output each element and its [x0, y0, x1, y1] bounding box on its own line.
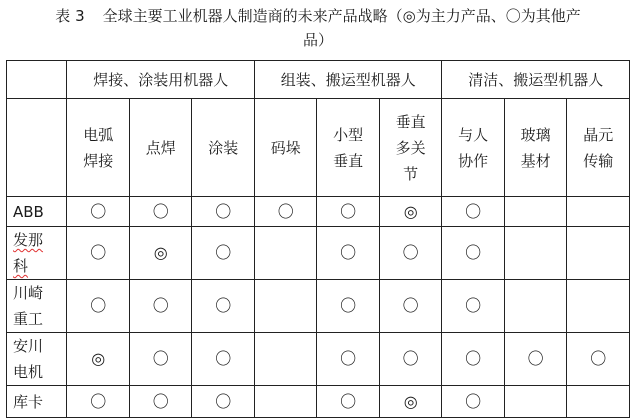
- table-cell: 〇: [442, 197, 504, 227]
- table-cell: 〇: [67, 280, 129, 333]
- col-header-arc-welding: 电弧 焊接: [67, 99, 129, 197]
- table-cell: 〇: [67, 227, 129, 280]
- corner-cell-2: [7, 99, 67, 197]
- table-cell: 〇: [317, 197, 379, 227]
- group-header-assembly: 组装、搬运型机器人: [254, 61, 441, 99]
- row-header-kawasaki: 川崎 重工: [7, 280, 67, 333]
- column-header-row: [7, 99, 630, 197]
- group-header-welding: 焊接、涂装用机器人: [67, 61, 254, 99]
- table-cell: 〇: [317, 333, 379, 386]
- table-cell: 〇: [442, 333, 504, 386]
- table-cell: [254, 386, 316, 418]
- table-cell: 〇: [192, 333, 255, 386]
- table-cell: 〇: [129, 197, 191, 227]
- table-cell: ◎: [129, 227, 191, 280]
- col-header-glass-substrate: 玻璃 基材: [504, 99, 566, 197]
- row-header-abb: ABB: [7, 197, 67, 227]
- caption-text-line2: 品）: [302, 31, 333, 49]
- col-header-small-vertical: 小型 垂直: [317, 99, 379, 197]
- table-cell: 〇: [317, 280, 379, 333]
- table-cell: ◎: [67, 333, 129, 386]
- table-cell: 〇: [379, 333, 442, 386]
- table-cell: 〇: [504, 333, 566, 386]
- group-header-cleaning: 清洁、搬运型机器人: [442, 61, 630, 99]
- table-row: [7, 333, 630, 386]
- table-cell: 〇: [129, 386, 191, 418]
- table-cell: ◎: [379, 197, 442, 227]
- table-row: [7, 227, 630, 280]
- corner-cell: [7, 61, 67, 99]
- table-cell: 〇: [379, 280, 442, 333]
- table-cell: 〇: [379, 227, 442, 280]
- table-cell: [567, 227, 630, 280]
- table-cell: [567, 280, 630, 333]
- col-header-palletizing: 码垛: [254, 99, 316, 197]
- table-cell: 〇: [67, 197, 129, 227]
- col-header-painting: 涂装: [192, 99, 255, 197]
- table-cell: [567, 386, 630, 418]
- group-header-row: [7, 61, 630, 99]
- table-cell: [254, 333, 316, 386]
- col-header-wafer-transfer: 晶元 传输: [567, 99, 630, 197]
- table-cell: 〇: [192, 386, 255, 418]
- table-cell: 〇: [317, 227, 379, 280]
- table-cell: [254, 227, 316, 280]
- row-header-kuka: 库卡: [7, 386, 67, 418]
- table-cell: 〇: [129, 333, 191, 386]
- table-cell: 〇: [192, 197, 255, 227]
- table-cell: 〇: [129, 280, 191, 333]
- table-cell: [504, 280, 566, 333]
- row-header-yaskawa: 安川 电机: [7, 333, 67, 386]
- table-cell: 〇: [67, 386, 129, 418]
- col-header-vertical-multijoint: 垂直 多关 节: [379, 99, 442, 197]
- table-cell: [504, 386, 566, 418]
- col-header-collaborative: 与人 协作: [442, 99, 504, 197]
- table-cell: 〇: [192, 227, 255, 280]
- table-row: [7, 386, 630, 418]
- table-caption: [8, 4, 628, 52]
- caption-label: 表 3: [55, 7, 85, 25]
- caption-text-line1: 全球主要工业机器人制造商的未来产品战略（◎为主力产品、〇为其他产: [102, 7, 581, 25]
- table-cell: [254, 280, 316, 333]
- table-cell: [567, 197, 630, 227]
- table-cell: ◎: [379, 386, 442, 418]
- table-cell: 〇: [442, 227, 504, 280]
- table-row: [7, 280, 630, 333]
- table-cell: 〇: [254, 197, 316, 227]
- table-cell: 〇: [192, 280, 255, 333]
- col-header-spot-welding: 点焊: [129, 99, 191, 197]
- table-cell: [504, 197, 566, 227]
- table-cell: 〇: [442, 280, 504, 333]
- row-header-fanuc: 发那 科: [7, 227, 67, 280]
- table-cell: 〇: [442, 386, 504, 418]
- table-cell: [504, 227, 566, 280]
- table-row: [7, 197, 630, 227]
- product-strategy-table: [6, 60, 630, 418]
- table-cell: 〇: [317, 386, 379, 418]
- table-cell: 〇: [567, 333, 630, 386]
